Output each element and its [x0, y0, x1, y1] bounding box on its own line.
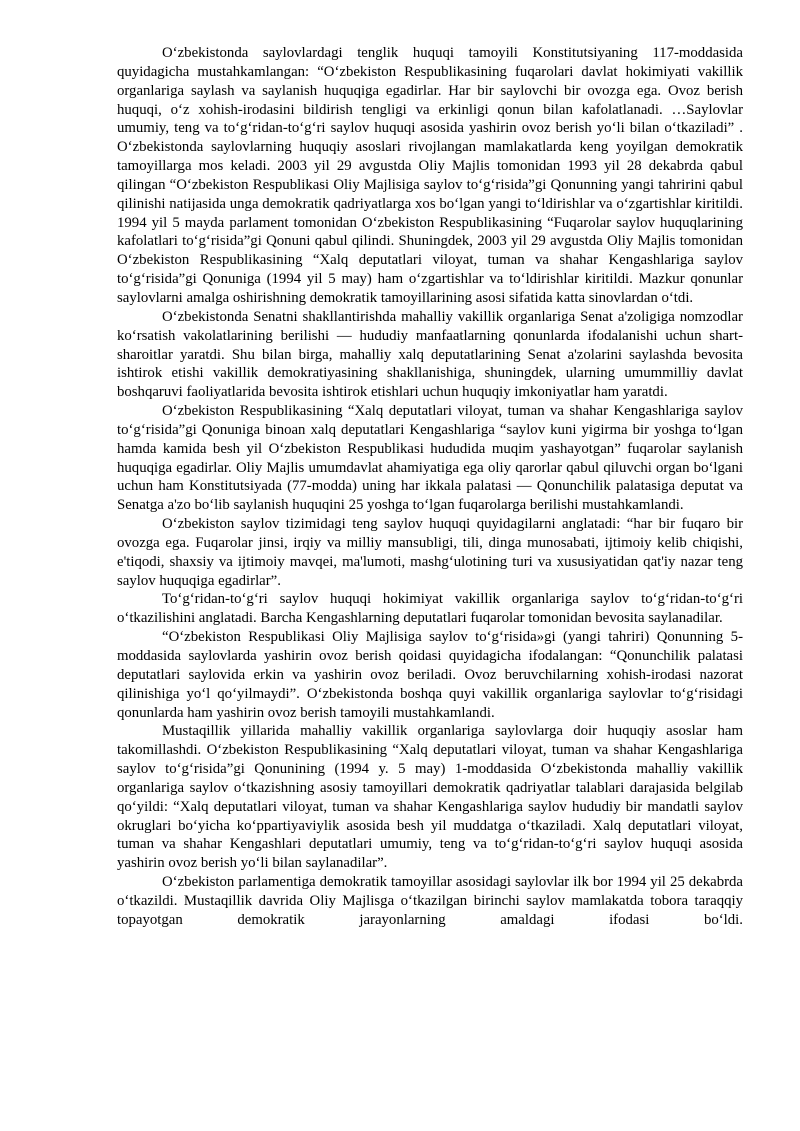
paragraph-local-elections-law: Mustaqillik yillarida mahalliy vakillik organlariga saylovlarga doir huquqiy asoslar ham takomillashdi. O‘zbekiston Respublikasining “Xalq deputatlari viloyat, tuman va shahar Kengashlariga saylov to‘g‘risida”gi Qonunining (1994 y. 5 may) 1-moddasida O‘zbekistonda mahalliy vakillik organlariga saylov o‘tkazishning asosiy tamoyillari demokratik qadriyatlar talablari darajasida belgilab qo‘yildi: “Xalq deputatlari viloyat, tuman va shahar Kengashlariga saylov hududiy bir mandatli saylov okruglari bo‘yicha ko‘ppartiyaviylik asosida besh yil muddatga o‘tkaziladi. Xalq deputatlari viloyat, tuman va shahar Kengashlari deputatlari umumiy, teng va to‘g‘ridan-to‘g‘ri saylov huquqi asosida yashirin ovoz berish yo‘li bilan saylanadilar”. — [117, 723, 743, 872]
paragraph-equal-suffrage-constitution: O‘zbekistonda saylovlardagi tenglik huquqi tamoyili Konstitutsiyaning 117-moddasida quyidagicha mustahkamlangan: “O‘zbekiston Respublikasining fuqarolari davlat hokimiyati vakillik organlariga saylash va saylanish huquqiga egadirlar. Har bir saylovchi bir ovozga ega. Ovoz berish huquqi, o‘z xohish-irodasini bildirish tengligi va erkinligi qonun bilan kafolatlanadi. …Saylovlar umumiy, teng va to‘g‘ridan-to‘g‘ri saylov huquqi asosida yashirin ovoz berish yo‘li bilan o‘tkaziladi” . O‘zbekistonda saylovlarning huquqiy asoslari rivojlangan mamlakatlarda keng yoyilgan demokratik tamoyillarga mos keladi. 2003 yil 29 avgustda Oliy Majlis tomonidan 1993 yil 28 dekabrda qabul qilingan “O‘zbekiston Respublikasi Oliy Majlisiga saylov to‘g‘risida”gi Qonunning yangi tahririni qabul qilinishi natijasida unga demokratik qadriyatlarga xos bo‘lgan yangi to‘ldirishlar va o‘zgartishlar kiritildi. 1994 yil 5 mayda parlament tomonidan O‘zbekiston Respublikasining “Fuqarolar saylov huquqlarining kafolatlari to‘g‘risida”gi Qonuni qabul qilindi. Shuningdek, 2003 yil 29 avgustda Oliy Majlis tomonidan O‘zbekiston Respublikasining “Xalq deputatlari viloyat, tuman va shahar Kengashlariga saylov to‘g‘risida”gi Qonuniga (1994 yil 5 may) ham o‘zgartishlar va to‘ldirishlar kiritildi. Mazkur qonunlar saylovlarni amalga oshirishning demokratik tamoyillarining asosi sifatida katta sinovlardan o‘tdi. — [117, 45, 743, 306]
paragraph-direct-suffrage: To‘g‘ridan-to‘g‘ri saylov huquqi hokimiyat vakillik organlariga saylov to‘g‘ridan-to‘g‘ri o‘tkazilishini anglatadi. Barcha Kengashlarning deputatlari fuqarolar tomonidan bevosita saylanadilar. — [117, 591, 743, 627]
paragraph-senate-formation: O‘zbekistonda Senatni shakllantirishda mahalliy vakillik organlariga Senat a'zoligiga nomzodlar ko‘rsatish vakolatlarining berilishi — hududiy manfaatlarning qonunlarda ifodalanishi uchun shart-sharoitlar yaratdi. Shu bilan birga, mahalliy xalq deputatlarining Senat a'zolarini saylashda bevosita ishtirok etishi vakillik demokratiyasining shakllanishiga, shuningdek, ularning umummilliy davlat boshqaruvi faoliyatlarida bevosita ishtirok etishlari uchun huquqiy imkoniyatlar ham yaratdi. — [117, 308, 743, 401]
paragraph-local-councils-age: O‘zbekiston Respublikasining “Xalq deputatlari viloyat, tuman va shahar Kengashlariga saylov to‘g‘risida”gi Qonuniga binoan xalq deputatlari Kengashlariga “saylov kuni yigirma bir yoshga to‘lgan hamda kamida besh yil O‘zbekiston Respublikasi hududida muqim yashayotgan” fuqarolar saylanish huquqiga egadirlar. Oliy Majlis umumdavlat ahamiyatiga ega oliy qarorlar qabul qiluvchi organ bo‘lgani uchun ham Konstitutsiyada (77-modda) uning har ikkala palatasi — Qonunchilik palatasiga deputat va Senatga a'zo bo‘lib saylanish huquqini 25 yoshga to‘lgan fuqarolarga berilishi mustahkamlandi. — [117, 403, 743, 514]
paragraph-equal-suffrage-meaning: O‘zbekiston saylov tizimidagi teng saylov huquqi quyidagilarni anglatadi: “har bir fuqaro bir ovozga ega. Fuqarolar jinsi, irqiy va milliy mansubligi, tili, dinga munosabati, ijtimoiy kelib chiqishi, e'tiqodi, shaxsiy va ijtimoiy mavqei, ma'lumoti, mashg‘ulotining turi va xususiyatidan qat'iy nazar teng saylov huquqiga egadirlar”. — [117, 516, 743, 589]
paragraph-secret-ballot: “O‘zbekiston Respublikasi Oliy Majlisiga saylov to‘g‘risida»gi (yangi tahriri) Qonunning 5-moddasida saylovlarda yashirin ovoz berish qoidasi quyidagicha ifodalangan: “Qonunchilik palatasi deputatlari saylovida erkin va yashirin ovoz beriladi. Ovoz beruvchilarning xohish-irodasi nazorat qilinishiga yo‘l qo‘yilmaydi”. O‘zbekistonda boshqa quyi vakillik organlariga saylovlar to‘g‘risidagi qonunlarda ham yashirin ovoz berish tamoyili mustahkamlandi. — [117, 629, 743, 721]
paragraph-first-elections-1994: O‘zbekiston parlamentiga demokratik tamoyillar asosidagi saylovlar ilk bor 1994 yil 25 dekabrda o‘tkazildi. Mustaqillik davrida Oliy Majlisga o‘tkazilgan birinchi saylov mamlakatda tobora taraqqiy topayotgan demokratik jarayonlarning amaldagi ifodasi bo‘ldi. — [117, 874, 743, 928]
